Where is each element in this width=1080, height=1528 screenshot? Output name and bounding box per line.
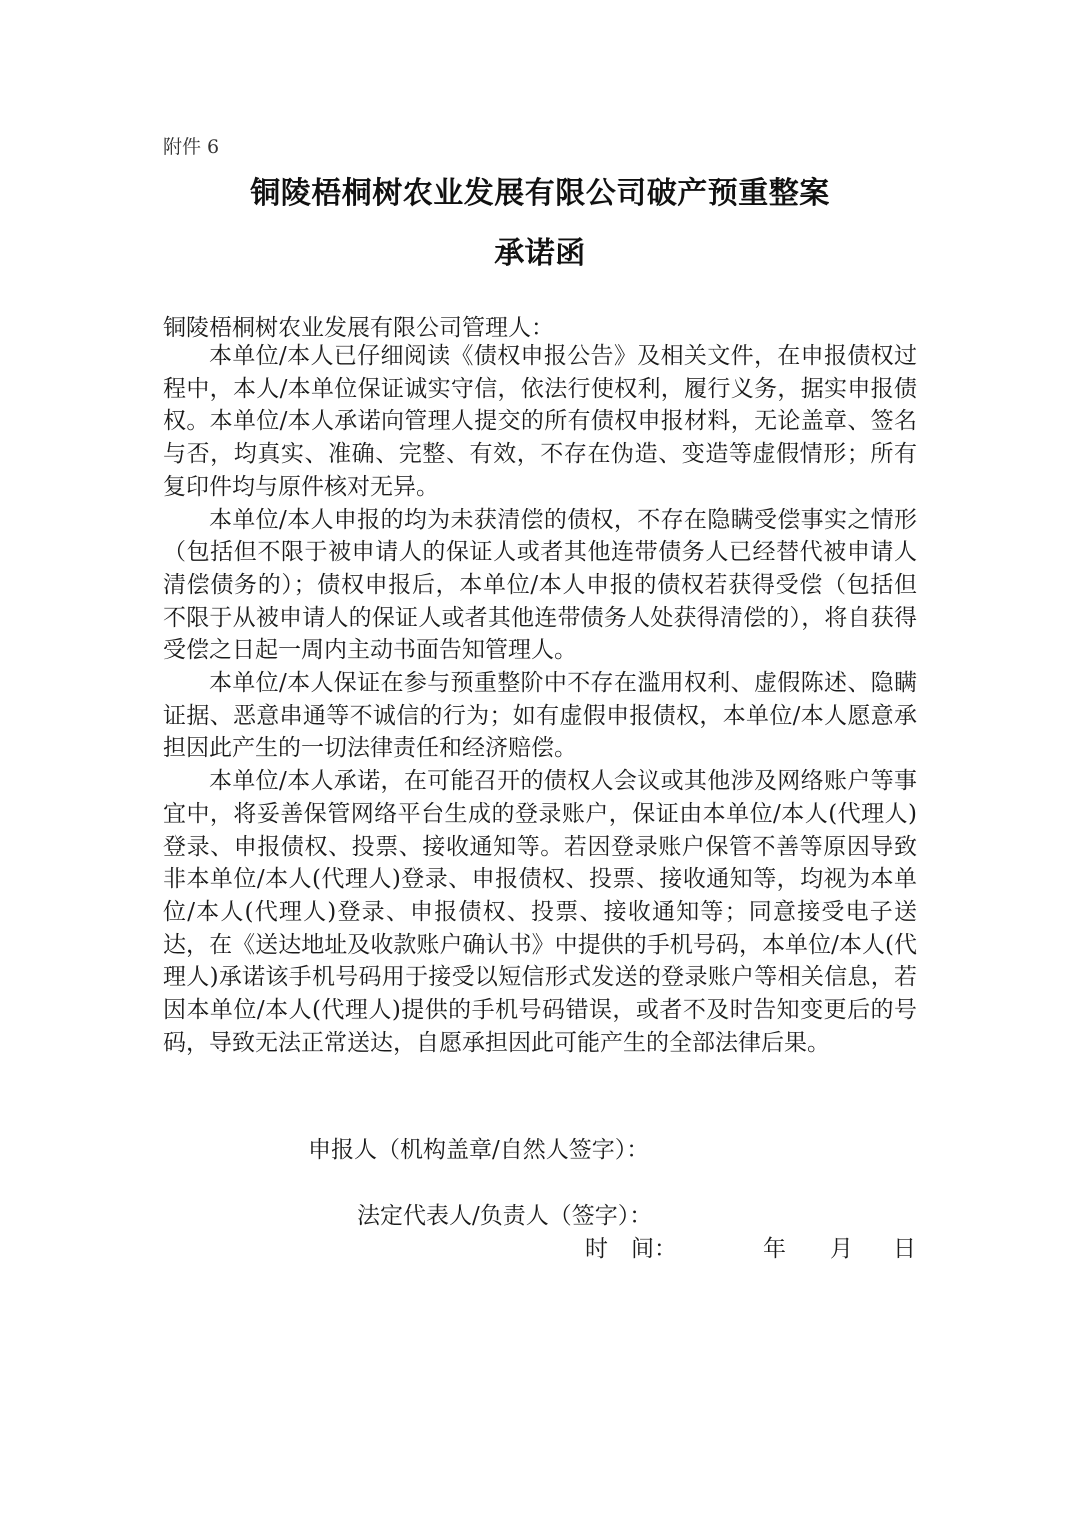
paragraph-4: 本单位/本人承诺，在可能召开的债权人会议或其他涉及网络账户等事宜中，将妥善保管网络平台生成的登录账户，保证由本单位/本人(代理人)登录、申报债权、投票、接收通知等。若因登录账户保管不善等原因导致非本单位/本人(代理人)登录、申报债权、投票、接收通知等，均视为本单位/本人(代理人)登录、申报债权、投票、接收通知等；同意接受电子送达，在《送达地址及收款账户确认书》中提供的手机号码，本单位/本人(代理人)承诺该手机号码用于接受以短信形式发送的登录账户等相关信息，若因本单位/本人(代理人)提供的手机号码错误，或者不及时告知变更后的号码，导致无法正常送达，自愿承担因此可能产生的全部法律后果。: [163, 768, 917, 1056]
time-label: 时 间：: [585, 1236, 677, 1262]
paragraph-2: 本单位/本人申报的均为未获清偿的债权，不存在隐瞒受偿事实之情形（包括但不限于被申请人的保证人或者其他连带债务人已经替代被申请人清偿债务的）；债权申报后，本单位/本人申报的债权若获得受偿（包括但不限于从被申请人的保证人或者其他连带债务人处获得清偿的），将自获得受偿之日起一周内主动书面告知管理人。: [163, 506, 917, 664]
document-title: 铜陵梧桐树农业发展有限公司破产预重整案: [250, 176, 830, 211]
representative-signature-label: 法定代表人/负责人（签字）：: [357, 1203, 653, 1229]
document-subtitle: 承诺函: [494, 236, 586, 271]
addressee: 铜陵梧桐树农业发展有限公司管理人：: [163, 315, 554, 341]
letter-body: [163, 340, 917, 1059]
attachment-label: 附件 6: [163, 136, 220, 158]
paragraph-1: 本单位/本人已仔细阅读《债权申报公告》及相关文件，在申报债权过程中，本人/本单位保证诚实守信，依法行使权利，履行义务，据实申报债权。本单位/本人承诺向管理人提交的所有债权申报材料，无论盖章、签名与否，均真实、准确、完整、有效，不存在伪造、变造等虚假情形；所有复印件均与原件核对无异。: [163, 343, 917, 500]
date-day: 日: [893, 1236, 916, 1262]
applicant-signature-label: 申报人（机构盖章/自然人签字）：: [308, 1137, 650, 1163]
date-month: 月: [830, 1236, 853, 1262]
date-year: 年: [763, 1236, 786, 1262]
paragraph-3: 本单位/本人保证在参与预重整阶中不存在滥用权利、虚假陈述、隐瞒证据、恶意串通等不诚信的行为；如有虚假申报债权，本单位/本人愿意承担因此产生的一切法律责任和经济赔偿。: [163, 670, 917, 762]
